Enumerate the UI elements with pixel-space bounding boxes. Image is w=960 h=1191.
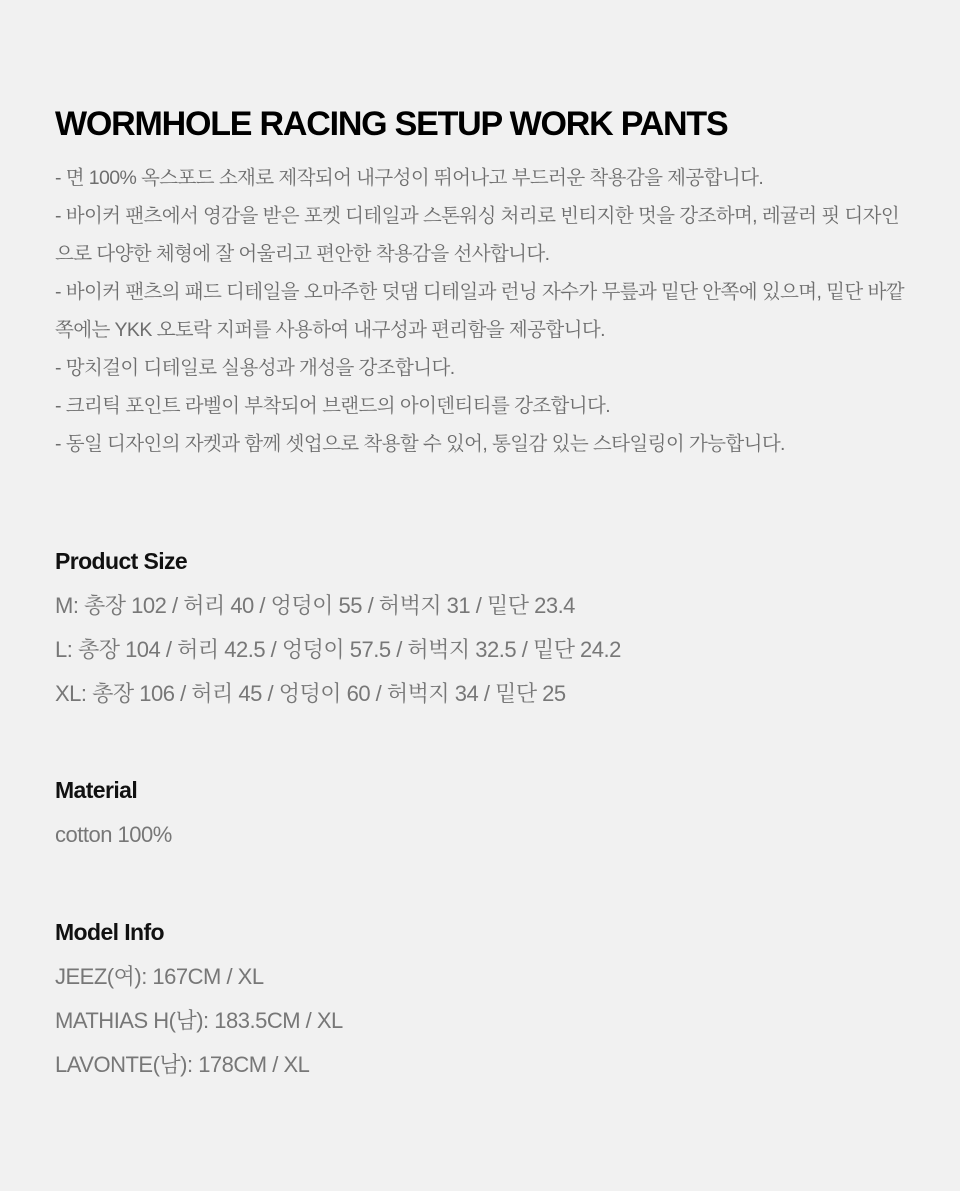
size-line-xl: XL: 총장 106 / 허리 45 / 엉덩이 60 / 허벅지 34 / 밑단 25 bbox=[55, 681, 566, 706]
description-line: - 망치걸이 디테일로 실용성과 개성을 강조합니다. bbox=[55, 357, 455, 379]
size-line-m: M: 총장 102 / 허리 40 / 엉덩이 55 / 허벅지 31 / 밑단 23.4 bbox=[55, 593, 575, 618]
model-info-section bbox=[55, 917, 343, 1087]
size-line-l: L: 총장 104 / 허리 42.5 / 엉덩이 57.5 / 허벅지 32.5 / 밑단 24.2 bbox=[55, 637, 621, 662]
material-list bbox=[55, 813, 172, 857]
product-size-section bbox=[55, 546, 621, 716]
product-size-heading: Product Size bbox=[55, 548, 188, 574]
material-line: cotton 100% bbox=[55, 822, 172, 847]
model-info-list bbox=[55, 955, 343, 1087]
product-detail-page bbox=[55, 104, 915, 1077]
product-size-list bbox=[55, 584, 621, 716]
model-info-heading: Model Info bbox=[55, 919, 164, 945]
material-section bbox=[55, 775, 172, 857]
description-line: - 바이커 팬츠의 패드 디테일을 오마주한 덧댐 디테일과 런닝 자수가 무릎과 밑단 안쪽에 있으며, 밑단 바깥쪽에는 YKK 오토락 지퍼를 사용하여 내구성과 편리함을 제공합니다. bbox=[55, 281, 904, 341]
material-heading: Material bbox=[55, 777, 138, 803]
description-line: - 바이커 팬츠에서 영감을 받은 포켓 디테일과 스톤워싱 처리로 빈티지한 멋을 강조하며, 레귤러 핏 디자인으로 다양한 체형에 잘 어울리고 편안한 착용감을 선사합니다. bbox=[55, 205, 900, 265]
description-line: - 크리틱 포인트 라벨이 부착되어 브랜드의 아이덴티티를 강조합니다. bbox=[55, 395, 611, 417]
product-title: WORMHOLE RACING SETUP WORK PANTS bbox=[55, 105, 728, 143]
description-line: - 동일 디자인의 자켓과 함께 셋업으로 착용할 수 있어, 통일감 있는 스타일링이 가능합니다. bbox=[55, 433, 785, 455]
model-line: JEEZ(여): 167CM / XL bbox=[55, 964, 264, 989]
product-description bbox=[55, 159, 905, 463]
model-line: LAVONTE(남): 178CM / XL bbox=[55, 1052, 310, 1077]
description-line: - 면 100% 옥스포드 소재로 제작되어 내구성이 뛰어나고 부드러운 착용감을 제공합니다. bbox=[55, 167, 764, 189]
model-line: MATHIAS H(남): 183.5CM / XL bbox=[55, 1008, 343, 1033]
